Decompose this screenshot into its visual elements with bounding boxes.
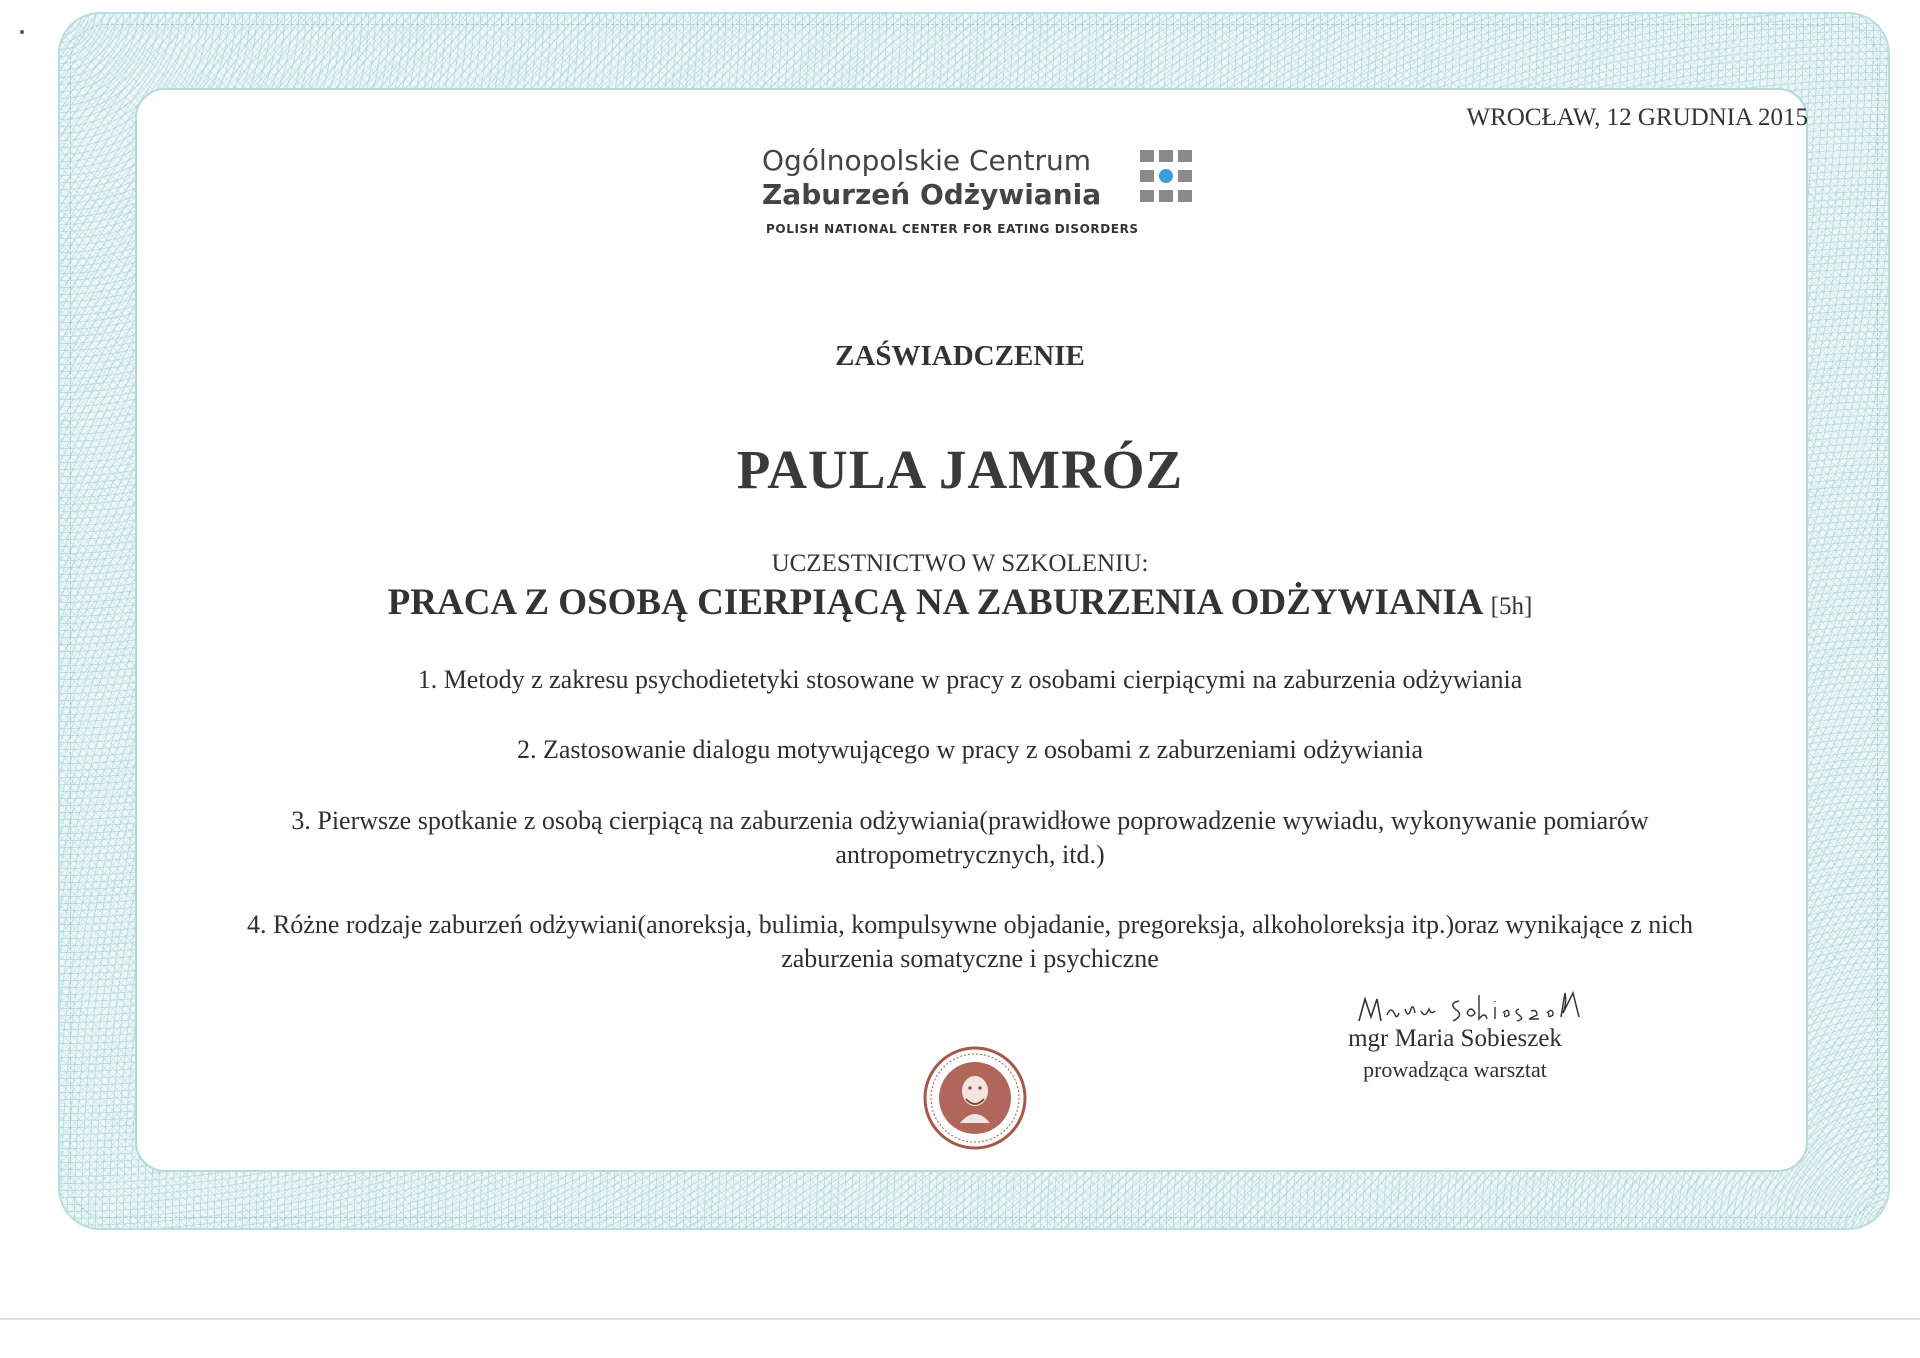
recipient-name: PAULA JAMRÓZ bbox=[736, 439, 1184, 500]
signer-role: prowadząca warsztat bbox=[1363, 1057, 1547, 1082]
seal-icon bbox=[922, 1045, 1028, 1151]
signer-name: mgr Maria Sobieszek bbox=[1348, 1025, 1562, 1052]
participation-label: UCZESTNICTWO W SZKOLENIU: bbox=[771, 550, 1149, 577]
organization-logo bbox=[762, 140, 1202, 240]
scan-edge-line bbox=[0, 1318, 1920, 1320]
document-heading: ZAŚWIADCZENIE bbox=[835, 340, 1085, 372]
topic-item: 1. Metody z zakresu psychodietetyki stosowane w pracy z osobami cierpiącymi na zaburzenia odżywiania bbox=[417, 665, 1523, 694]
course-title-text: PRACA Z OSOBĄ CIERPIĄCĄ NA ZABURZENIA ODŻYWIANIA bbox=[387, 582, 1482, 623]
course-title bbox=[0, 581, 1920, 624]
topic-item: 3. Pierwsze spotkanie z osobą cierpiącą na zaburzenia odżywiania(prawidłowe poprowadzenie wywiadu, wykonywanie pomiarów antropometrycznych, itd.) bbox=[291, 806, 1649, 869]
logo-line-3: POLISH NATIONAL CENTER FOR EATING DISORDERS bbox=[766, 222, 1139, 236]
grid-logo-icon bbox=[1138, 148, 1194, 204]
topic-item: 4. Różne rodzaje zaburzeń odżywiani(anoreksja, bulimia, kompulsywne objadanie, pregoreksja, alkoholoreksja itp.)oraz wynikające z nich zaburzenia somatyczne i psychiczne bbox=[246, 910, 1694, 973]
logo-line-2: Zaburzeń Odżywiania bbox=[762, 178, 1102, 211]
scan-artifact-dot bbox=[20, 30, 24, 34]
logo-line-1: Ogólnopolskie Centrum bbox=[762, 144, 1092, 177]
course-hours: [5h] bbox=[1490, 593, 1533, 620]
topic-item: 2. Zastosowanie dialogu motywującego w pracy z osobami z zaburzeniami odżywiania bbox=[516, 735, 1424, 764]
issue-date: WROCŁAW, 12 GRUDNIA 2015 bbox=[1466, 104, 1808, 131]
